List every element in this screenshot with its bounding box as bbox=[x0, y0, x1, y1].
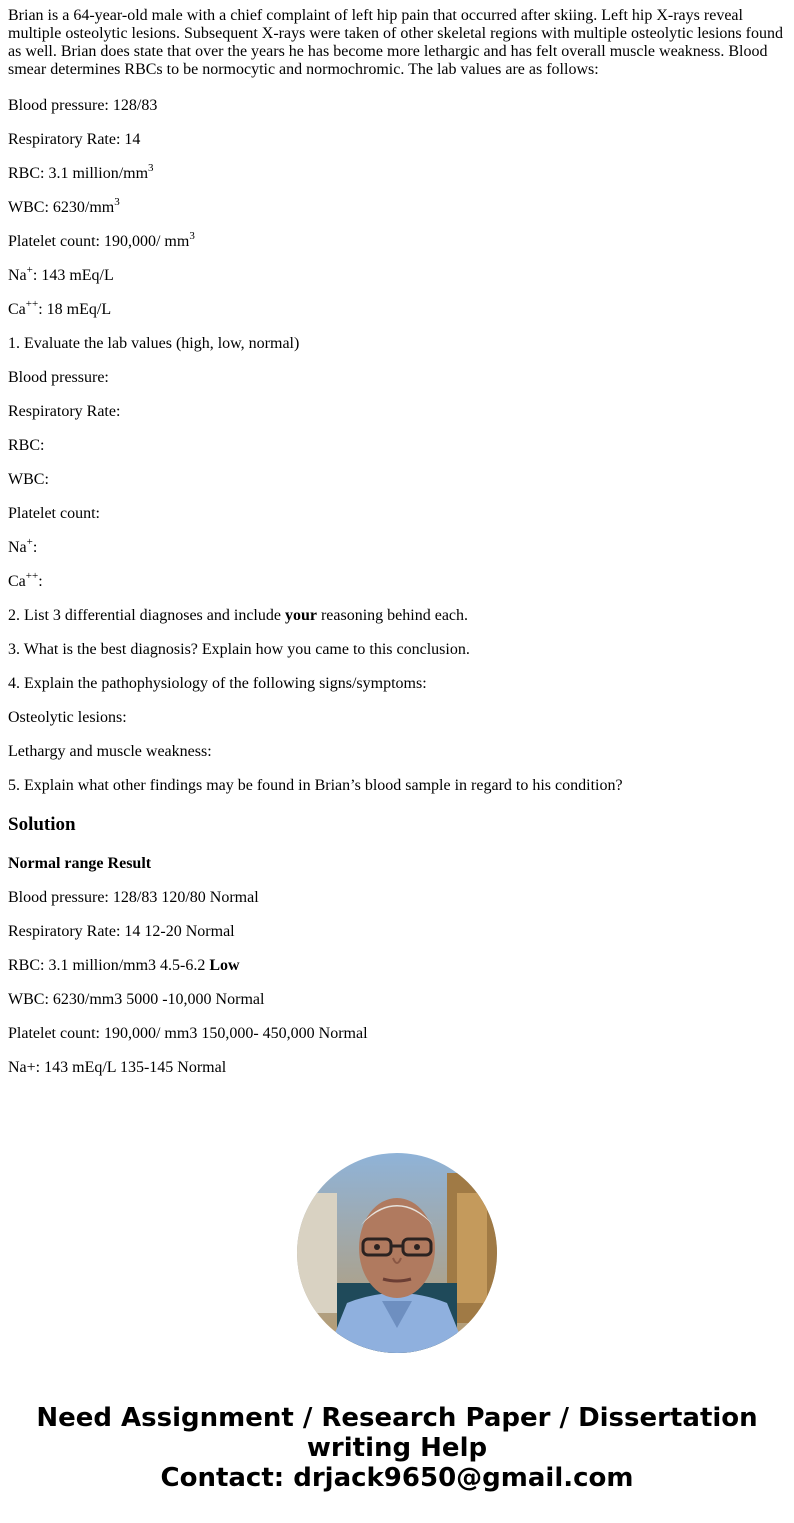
lab-rbc-sup: 3 bbox=[148, 161, 154, 174]
solution-row bbox=[8, 923, 788, 941]
q1-na-sup: + bbox=[26, 535, 33, 548]
footer-contact-email[interactable]: Contact: drjack9650@gmail.com bbox=[160, 1463, 634, 1493]
lab-na-pre: Na bbox=[8, 267, 27, 284]
q2-post: reasoning behind each. bbox=[316, 607, 469, 624]
solution-table-header bbox=[8, 855, 788, 873]
author-avatar bbox=[297, 1153, 497, 1353]
solution-row bbox=[8, 1025, 788, 1043]
q2-bold: your bbox=[284, 607, 317, 624]
footer-line-1: Need Assignment / Research Paper / Dissertation bbox=[36, 1403, 758, 1433]
q1-ca-post: : bbox=[38, 573, 43, 590]
solution-row-text: Blood pressure: 128/83 120/80 Normal bbox=[8, 889, 259, 906]
q1-wbc: WBC: bbox=[8, 471, 49, 488]
lab-wbc bbox=[8, 195, 788, 217]
document-body bbox=[8, 7, 788, 1093]
question-2 bbox=[8, 607, 788, 625]
lab-ca-pre: Ca bbox=[8, 301, 26, 318]
lab-na-sup: + bbox=[26, 263, 33, 276]
author-portrait-image bbox=[297, 1153, 497, 1353]
solution-row bbox=[8, 957, 788, 975]
q1-na bbox=[8, 535, 788, 557]
solution-row-bold: Low bbox=[209, 957, 240, 974]
lab-platelet bbox=[8, 229, 788, 251]
solution-table-header-text: Normal range Result bbox=[8, 855, 152, 872]
lab-platelet-text: Platelet count: 190,000/ mm bbox=[8, 233, 190, 250]
question-3: 3. What is the best diagnosis? Explain how you came to this conclusion. bbox=[8, 641, 470, 658]
q1-ca-sup: ++ bbox=[25, 569, 39, 582]
q1-na-post: : bbox=[32, 539, 38, 556]
lab-rr: Respiratory Rate: 14 bbox=[8, 131, 141, 148]
solution-heading: Solution bbox=[8, 814, 76, 835]
lab-ca bbox=[8, 297, 788, 319]
solution-row-text: Respiratory Rate: 14 12-20 Normal bbox=[8, 923, 235, 940]
q4-osteolytic: Osteolytic lesions: bbox=[8, 709, 127, 726]
lab-ca-post: : 18 mEq/L bbox=[38, 301, 112, 318]
q1-na-pre: Na bbox=[8, 539, 27, 556]
lab-platelet-sup: 3 bbox=[189, 229, 195, 242]
lab-rbc-text: RBC: 3.1 million/mm bbox=[8, 165, 149, 182]
lab-na-post: : 143 mEq/L bbox=[32, 267, 114, 284]
q1-rbc: RBC: bbox=[8, 437, 45, 454]
lab-ca-sup: ++ bbox=[25, 297, 39, 310]
lab-bp: Blood pressure: 128/83 bbox=[8, 97, 158, 114]
solution-row bbox=[8, 889, 788, 907]
contact-footer bbox=[0, 1403, 794, 1493]
solution-row-text: RBC: 3.1 million/mm3 4.5-6.2 bbox=[8, 957, 210, 974]
solution-row bbox=[8, 991, 788, 1009]
q2-pre: 2. List 3 differential diagnoses and include bbox=[8, 607, 285, 624]
q1-platelet: Platelet count: bbox=[8, 505, 100, 522]
solution-row-text: Platelet count: 190,000/ mm3 150,000- 450,000 Normal bbox=[8, 1025, 368, 1042]
question-1: 1. Evaluate the lab values (high, low, normal) bbox=[8, 335, 300, 352]
q1-bp: Blood pressure: bbox=[8, 369, 109, 386]
footer-line-2: writing Help bbox=[306, 1433, 488, 1463]
lab-wbc-text: WBC: 6230/mm bbox=[8, 199, 115, 216]
solution-row-text: WBC: 6230/mm3 5000 -10,000 Normal bbox=[8, 991, 265, 1008]
lab-wbc-sup: 3 bbox=[114, 195, 120, 208]
lab-rbc bbox=[8, 161, 788, 183]
q4-lethargy: Lethargy and muscle weakness: bbox=[8, 743, 212, 760]
lab-na bbox=[8, 263, 788, 285]
question-5: 5. Explain what other findings may be found in Brian’s blood sample in regard to his condition? bbox=[8, 777, 623, 794]
solution-row-text: Na+: 143 mEq/L 135-145 Normal bbox=[8, 1059, 227, 1076]
question-4: 4. Explain the pathophysiology of the following signs/symptoms: bbox=[8, 675, 427, 692]
solution-row bbox=[8, 1059, 788, 1077]
q1-ca-pre: Ca bbox=[8, 573, 26, 590]
q1-rr: Respiratory Rate: bbox=[8, 403, 121, 420]
case-intro: Brian is a 64-year-old male with a chief complaint of left hip pain that occurred after skiing. Left hip X-rays reveal multiple osteolytic lesions. Subsequent X-rays were taken of other skeletal regions with multiple osteolytic lesions found as well. Brian does state that over the years he has become more lethargic and has felt overall muscle weakness. Blood smear determines RBCs to be normocytic and normochromic. The lab values are as follows: bbox=[8, 7, 783, 78]
q1-ca bbox=[8, 569, 788, 591]
